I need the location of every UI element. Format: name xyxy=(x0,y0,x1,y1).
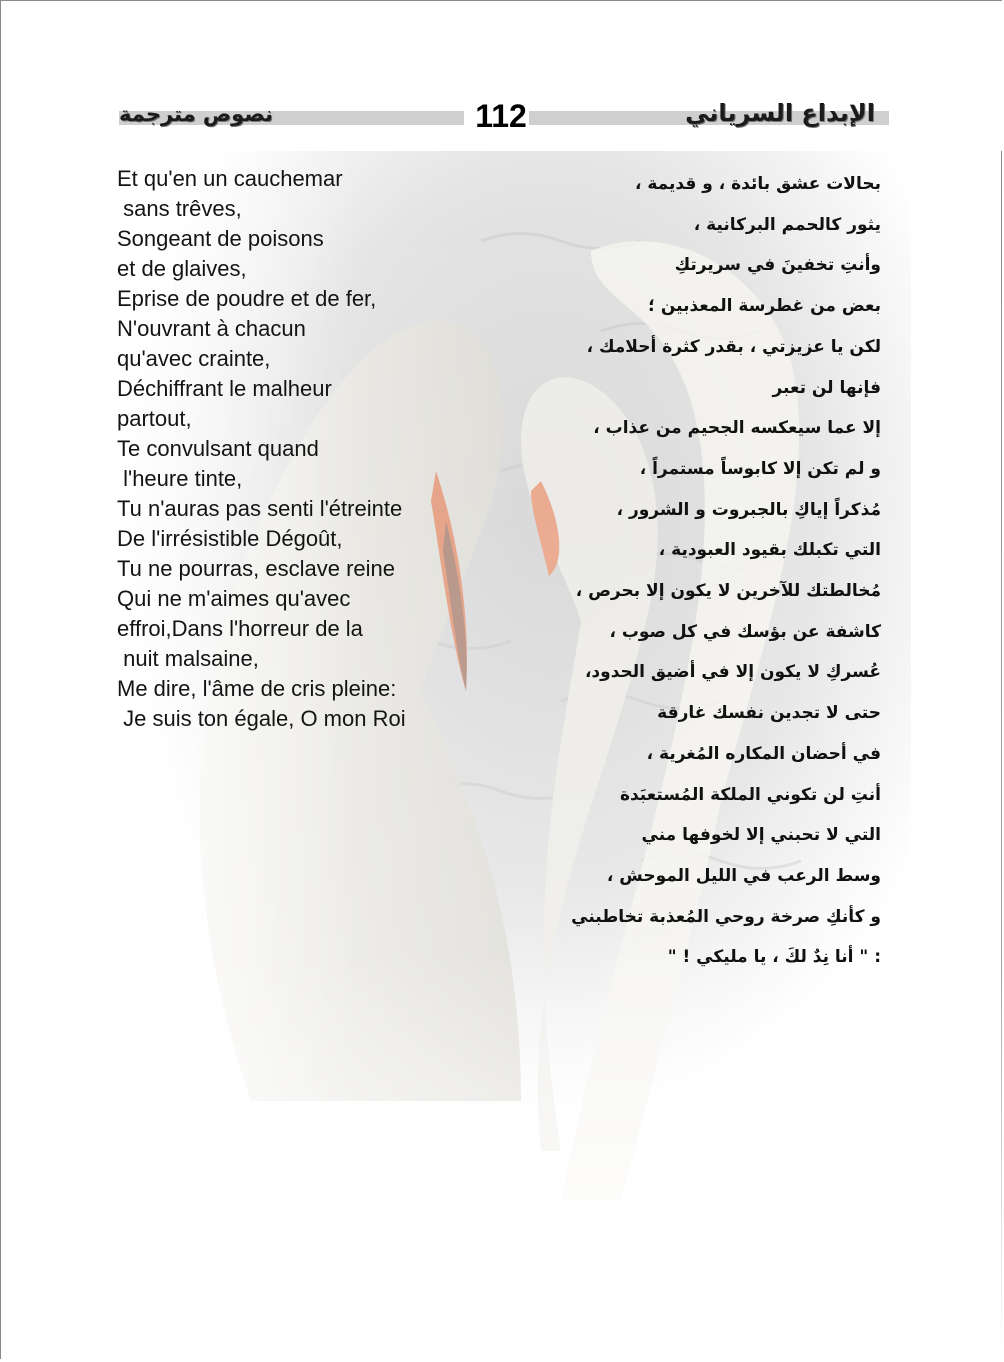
arabic-line: فإنها لن تعبر xyxy=(772,377,881,398)
arabic-line: يثور كالحمم البركانية ، xyxy=(693,214,881,235)
arabic-line: و كأنكِ صرخة روحي المُعذبة تخاطبني xyxy=(571,906,881,927)
arabic-line: التي تكبلك بقيود العبودية ، xyxy=(658,540,881,561)
french-line: Et qu'en un cauchemar xyxy=(117,166,343,191)
arabic-line: مُذكراً إياكِ بالجبروت و الشرور ، xyxy=(616,499,881,520)
french-line: nuit malsaine, xyxy=(117,646,259,671)
french-line: et de glaives, xyxy=(117,256,247,281)
arabic-line: كاشفة عن بؤسك في كل صوب ، xyxy=(609,621,881,642)
french-line: Tu n'auras pas senti l'étreinte xyxy=(117,496,403,521)
arabic-line: عُسركِ لا يكون إلا في أضيق الحدود، xyxy=(584,662,881,683)
french-line: l'heure tinte, xyxy=(117,466,243,491)
arabic-line: التي لا تحبني إلا لخوفها مني xyxy=(641,825,881,846)
arabic-line: لكن يا عزيزتي ، بقدر كثرة أحلامك ، xyxy=(586,336,881,357)
arabic-line: وأنتِ تخفينَ في سريرتكِ xyxy=(674,255,881,276)
french-line: N'ouvrant à chacun xyxy=(117,316,306,341)
french-line: De l'irrésistible Dégoût, xyxy=(117,526,343,551)
section-title-right: الإبداع السرياني xyxy=(685,99,875,127)
french-line: qu'avec crainte, xyxy=(117,346,271,371)
french-line: Me dire, l'âme de cris pleine: xyxy=(117,676,397,701)
arabic-line: حتى لا تجدين نفسك غارقة xyxy=(657,703,881,724)
page-number: 112 xyxy=(475,98,527,134)
arabic-line: بحالات عشق بائدة ، و قديمة ، xyxy=(634,174,881,194)
arabic-line: وسط الرعب في الليل الموحش ، xyxy=(606,865,881,886)
french-line: Tu ne pourras, esclave reine xyxy=(117,556,395,581)
french-line: Déchiffrant le malheur xyxy=(117,376,332,401)
french-line: partout, xyxy=(117,406,192,431)
french-line: Eprise de poudre et de fer, xyxy=(117,286,377,311)
arabic-line: أنتِ لن تكوني الملكة المُستعبَدة xyxy=(619,784,881,805)
arabic-line: مُخالطتك للآخرين لا يكون إلا بحرص ، xyxy=(575,581,881,602)
french-line: effroi,Dans l'horreur de la xyxy=(117,616,363,641)
arabic-line: : " أنا نِدٌ لكَ ، يا مليكي ! " xyxy=(667,947,881,968)
arabic-line: في أحضان المكاره المُغرية ، xyxy=(646,743,881,764)
arabic-line: إلا عما سيعكسه الجحيم من عذاب ، xyxy=(593,418,881,439)
section-title-left: نصوص مترجمة xyxy=(119,102,273,126)
arabic-poem xyxy=(411,164,881,978)
arabic-line: بعض من غطرسة المعذبين ؛ xyxy=(648,296,881,317)
arabic-line: و لم تكن إلا كابوساً مستمراً ، xyxy=(639,458,881,479)
french-line: sans trêves, xyxy=(117,196,242,221)
french-line: Qui ne m'aimes qu'avec xyxy=(117,586,351,611)
french-line: Songeant de poisons xyxy=(117,226,324,251)
french-line: Te convulsant quand xyxy=(117,436,319,461)
french-line: Je suis ton égale, O mon Roi xyxy=(117,706,406,731)
